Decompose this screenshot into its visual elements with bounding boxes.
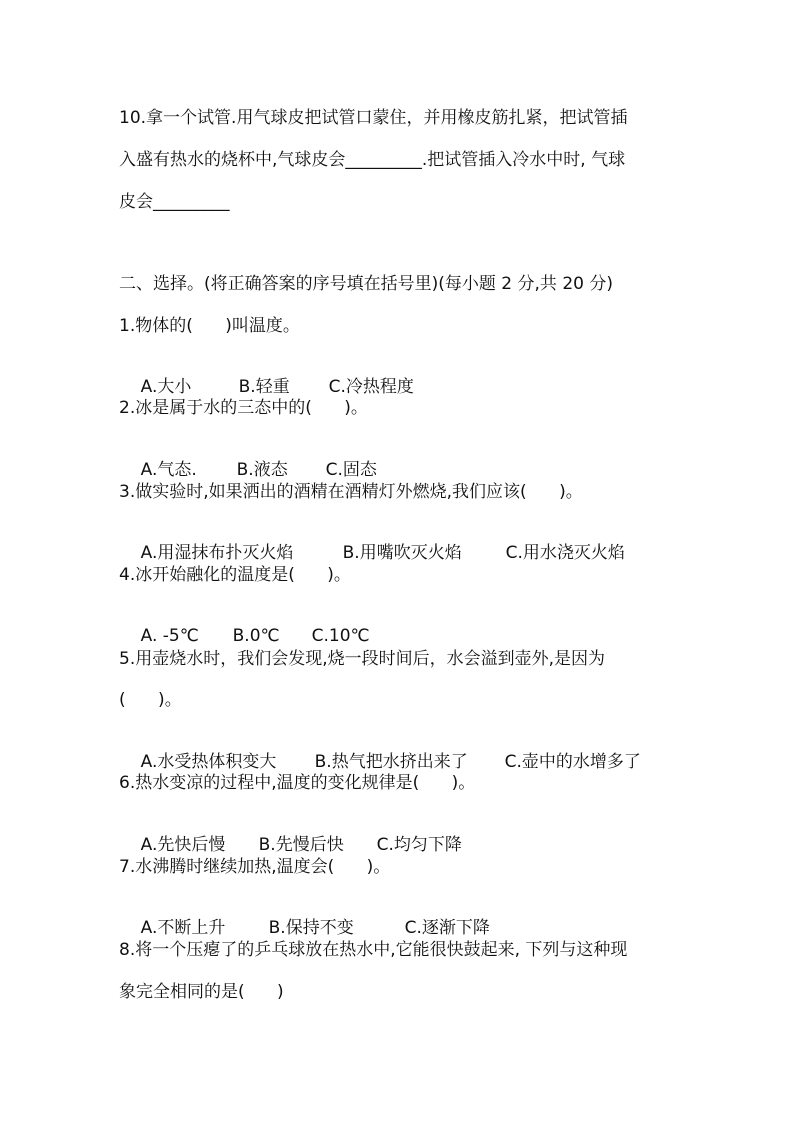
question-stem: 8.将一个压瘪了的乒乓球放在热水中,它能很快鼓起来, 下列与这种现 [119,940,628,960]
option-b: B.轻重 [238,377,290,398]
option-c: C.冷热程度 [328,377,414,398]
option-a: A.水受热体积变大 [140,752,277,773]
option-c: C.固态 [325,460,377,481]
option-c: C.10℃ [311,626,370,647]
option-b: B.热气把水挤出来了 [314,752,468,773]
option-a: A.不断上升 [140,918,226,939]
question-stem-continued: ( )。 [119,690,182,710]
question-stem-continued: 象完全相同的是( ) [119,982,284,1002]
option-a: A. -5℃ [140,626,199,647]
option-c: C.均匀下降 [376,835,462,856]
option-b: B.液态 [236,460,288,481]
question-stem: 7.水沸腾时继续加热,温度会( )。 [119,857,391,877]
question-stem: 5.用壶烧水时，我们会发现,烧一段时间后，水会溢到壶外,是因为 [119,649,606,669]
option-b: B.用嘴吹灭火焰 [342,543,462,564]
option-a: A.用湿抹布扑灭火焰 [140,543,294,564]
option-b: B.保持不变 [268,918,354,939]
section-heading: 二、选择。(将正确答案的序号填在括号里)(每小题 2 分,共 20 分) [119,274,613,294]
option-a: A.气态. [140,460,197,481]
question-stem: 4.冰开始融化的温度是( )。 [119,565,351,585]
option-c: C.逐渐下降 [404,918,490,939]
option-c: C.用水浇灭火焰 [505,543,625,564]
option-a: A.先快后慢 [140,835,226,856]
question-stem: 3.做实验时,如果洒出的酒精在酒精灯外燃烧,我们应该( )。 [119,482,583,502]
q10-line-2: 入盛有热水的烧杯中,气球皮会_________.把试管插入冷水中时, 气球 [119,150,626,170]
option-b: B.0℃ [232,626,280,647]
q10-line-1: 10.拿一个试管.用气球皮把试管口蒙住，并用橡皮筋扎紧，把试管插 [119,108,628,128]
question-stem: 2.冰是属于水的三态中的( )。 [119,398,368,418]
question-stem: 6.热水变凉的过程中,温度的变化规律是( )。 [119,773,476,793]
q10-line-3: 皮会_________ [119,192,230,212]
option-c: C.壶中的水增多了 [504,752,641,773]
option-a: A.大小 [140,377,192,398]
option-b: B.先慢后快 [258,835,344,856]
question-stem: 1.物体的( )叫温度。 [119,316,300,336]
